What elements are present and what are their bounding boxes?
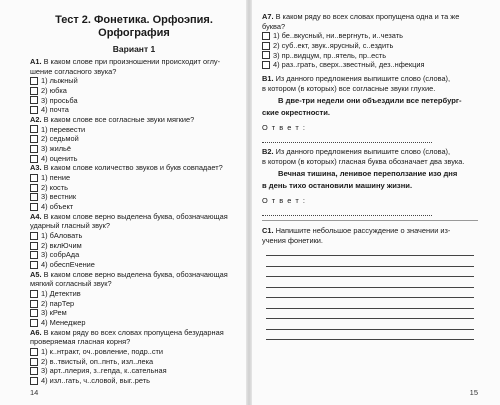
checkbox[interactable] — [30, 87, 38, 95]
question-left.questions.1 — [30, 115, 238, 125]
question-number: А1. — [30, 57, 42, 66]
option-label: 1) лыжный — [41, 76, 78, 86]
question-text: В каком слове количество звуков и букв совпадает? — [43, 163, 223, 173]
answer-dotted-line[interactable] — [262, 142, 432, 143]
question-text: Из данного предложения выпишите слово (слова), — [275, 74, 451, 83]
question-text-cont: шение согласного звука? — [30, 66, 117, 76]
question-b2 — [262, 147, 478, 157]
answer-dotted-line[interactable] — [262, 215, 432, 216]
b2-answer-field[interactable] — [262, 196, 478, 216]
writing-line[interactable] — [266, 330, 474, 341]
answer-option[interactable] — [262, 41, 478, 51]
writing-line[interactable] — [266, 319, 474, 330]
option-label: 4) почта — [41, 105, 69, 115]
option-label: 4) раз..грать, сверх..звестный, дез..нфекция — [273, 60, 425, 70]
answer-option[interactable] — [30, 144, 238, 154]
checkbox[interactable] — [30, 184, 38, 192]
answer-option[interactable] — [30, 105, 238, 115]
answer-option[interactable] — [30, 376, 238, 386]
checkbox[interactable] — [262, 51, 270, 59]
question-text: В каком слове при произношении происходит оглу- — [43, 57, 221, 66]
option-label: 2) в..твистый, оп..пнть, изл..лека — [41, 356, 154, 366]
checkbox[interactable] — [30, 125, 38, 133]
option-label: 4) объект — [41, 202, 74, 212]
option-label: 3) жильё — [41, 144, 71, 153]
writing-line[interactable] — [266, 309, 474, 320]
question-number: А5. — [30, 269, 42, 279]
answer-option[interactable] — [30, 318, 238, 328]
left-questions — [30, 57, 238, 386]
question-text-cont: в котором (в которых) гласная буква обозначает два звука. — [262, 156, 465, 166]
answer-option[interactable] — [30, 231, 238, 241]
checkbox[interactable] — [30, 96, 38, 104]
b1-sentence-line1: В две-три недели они объездили все петербург- — [278, 96, 462, 106]
option-label: 4) изл..гать, ч..словой, выг..реть — [41, 376, 150, 386]
option-label: 2) юбка — [41, 85, 67, 95]
answer-option[interactable] — [30, 250, 238, 260]
checkbox[interactable] — [30, 135, 38, 143]
question-number: А7. — [262, 12, 274, 21]
question-right.questions_a.0 — [262, 12, 478, 22]
b2-sentence-line1: Вечная тишина, ленивое переползание изо дня — [278, 169, 458, 179]
answer-option[interactable] — [30, 299, 238, 309]
answer-option[interactable] — [30, 134, 238, 144]
option-label: 3) кРем — [41, 308, 67, 318]
answer-option[interactable] — [30, 202, 238, 212]
answer-option[interactable] — [30, 366, 238, 376]
option-label: 2) кость — [41, 182, 68, 192]
page-number-left: 14 — [30, 388, 39, 397]
question-text: В каком слове верно выделена буква, обозначающая — [43, 269, 228, 279]
checkbox[interactable] — [30, 77, 38, 85]
checkbox[interactable] — [30, 367, 38, 375]
answer-option[interactable] — [30, 289, 238, 299]
answer-option[interactable] — [262, 60, 478, 70]
question-left.questions.4 — [30, 270, 238, 280]
writing-line[interactable] — [266, 256, 474, 267]
writing-area[interactable] — [262, 246, 478, 341]
answer-option[interactable] — [262, 51, 478, 61]
checkbox[interactable] — [30, 155, 38, 163]
question-text-cont: проверяемая гласная корня? — [30, 337, 131, 347]
checkbox[interactable] — [262, 61, 270, 69]
checkbox[interactable] — [30, 106, 38, 114]
option-label: 1) перевести — [41, 124, 86, 134]
answer-option[interactable] — [30, 76, 238, 86]
answer-option[interactable] — [30, 260, 238, 270]
option-label: 2) парТер — [41, 298, 75, 308]
checkbox[interactable] — [30, 309, 38, 317]
writing-line[interactable] — [266, 267, 474, 278]
question-text: В каком ряду во всех словах пропущена безударная — [43, 327, 224, 337]
checkbox[interactable] — [30, 290, 38, 298]
option-label: 3) арт..ллерия, з..гепда, к..сательная — [41, 366, 167, 376]
question-number: В1. — [262, 74, 274, 83]
b2-sentence-line2: в день тихо остановили машину жизни. — [262, 181, 413, 191]
answer-label: О т в е т : — [262, 123, 306, 133]
writing-line[interactable] — [266, 288, 474, 299]
option-label: 1) бАловать — [41, 231, 83, 240]
answer-option[interactable] — [30, 347, 238, 357]
checkbox[interactable] — [30, 377, 38, 385]
checkbox[interactable] — [30, 145, 38, 153]
question-number: В2. — [262, 147, 274, 157]
question-text: Из данного предложения выпишите слово (слова), — [275, 147, 451, 157]
writing-line[interactable] — [266, 277, 474, 288]
variant-label: Вариант 1 — [112, 44, 156, 54]
checkbox[interactable] — [30, 358, 38, 366]
answer-option[interactable] — [30, 86, 238, 96]
answer-option[interactable] — [30, 183, 238, 193]
answer-label: О т в е т : — [262, 196, 306, 206]
question-number: А2. — [30, 115, 42, 124]
option-label: 1) пение — [41, 173, 71, 182]
answer-option[interactable] — [30, 308, 238, 318]
question-text: В каком ряду во всех словах пропущена одна и та же — [275, 12, 460, 21]
checkbox[interactable] — [30, 174, 38, 182]
option-label: 3) собрАда — [41, 250, 80, 260]
option-label: 4) Менеджер — [41, 318, 86, 328]
checkbox[interactable] — [30, 348, 38, 356]
checkbox[interactable] — [30, 242, 38, 250]
question-text-cont: в котором (в которых) все согласные звуки глухие. — [262, 83, 436, 93]
checkbox[interactable] — [30, 300, 38, 308]
option-label: 3) просьба — [41, 95, 78, 105]
test-title-line1: Тест 2. Фонетика. Орфоэпия. — [55, 14, 213, 26]
question-b1 — [262, 74, 478, 84]
checkbox[interactable] — [30, 251, 38, 259]
question-text: В каком слове все согласные звуки мягкие? — [43, 115, 195, 124]
checkbox[interactable] — [30, 203, 38, 211]
option-label: 2) седьмой — [41, 134, 79, 144]
right-questions — [262, 12, 478, 70]
right-page — [252, 0, 500, 405]
answer-option[interactable] — [30, 192, 238, 202]
option-label: 3) пр..видцум, пр..ятель, пр..есть — [273, 50, 387, 60]
option-label: 4) оценить — [41, 153, 78, 163]
question-text: Напишите небольшое рассуждение о значении из- — [275, 226, 451, 236]
question-left.questions.2 — [30, 163, 238, 173]
b1-answer-field[interactable] — [262, 123, 478, 143]
answer-option[interactable] — [30, 96, 238, 106]
answer-option[interactable] — [30, 173, 238, 183]
question-number: А6. — [30, 327, 42, 337]
checkbox[interactable] — [30, 319, 38, 327]
writing-line[interactable] — [266, 298, 474, 309]
left-page — [0, 0, 246, 405]
answer-option[interactable] — [30, 125, 238, 135]
question-text-cont: буква? — [262, 21, 286, 31]
checkbox[interactable] — [30, 232, 38, 240]
question-left.questions.3 — [30, 212, 238, 222]
b1-sentence-line2: ские окрестности. — [262, 108, 331, 118]
test-title-line2: Орфография — [98, 27, 170, 39]
checkbox[interactable] — [30, 261, 38, 269]
option-label: 3) вестник — [41, 192, 77, 202]
checkbox[interactable] — [262, 32, 270, 40]
page-number-right: 15 — [469, 388, 478, 397]
question-left.questions.5 — [30, 328, 238, 338]
answer-option[interactable] — [262, 31, 478, 41]
option-label: 1) бе..вкусный, ни..вергнуть, и..чезать — [273, 31, 403, 41]
question-text-cont: ударный гласный звук? — [30, 221, 110, 231]
section-divider — [262, 220, 478, 221]
checkbox[interactable] — [262, 42, 270, 50]
question-text-cont: мягкий согласный звук? — [30, 279, 112, 289]
question-number: С1. — [262, 226, 274, 236]
question-c1 — [262, 226, 478, 236]
question-number: А3. — [30, 163, 42, 173]
answer-option[interactable] — [30, 154, 238, 164]
question-text-cont: учения фонетики. — [262, 235, 323, 245]
question-left.questions.0 — [30, 57, 238, 67]
question-number: А4. — [30, 211, 42, 221]
option-label: 1) Детектив — [41, 289, 81, 298]
checkbox[interactable] — [30, 193, 38, 201]
answer-option[interactable] — [30, 241, 238, 251]
option-label: 2) вклЮчим — [41, 240, 82, 250]
question-text: В каком слове верно выделена буква, обозначающая — [43, 211, 228, 221]
answer-option[interactable] — [30, 357, 238, 367]
option-label: 2) суб..ект, звук..ярусный, с..ездить — [273, 40, 394, 50]
option-label: 1) к..нтракт, оч..ровление, подр..сти — [41, 347, 164, 356]
writing-line[interactable] — [266, 246, 474, 257]
option-label: 4) обеспЕчение — [41, 260, 95, 270]
